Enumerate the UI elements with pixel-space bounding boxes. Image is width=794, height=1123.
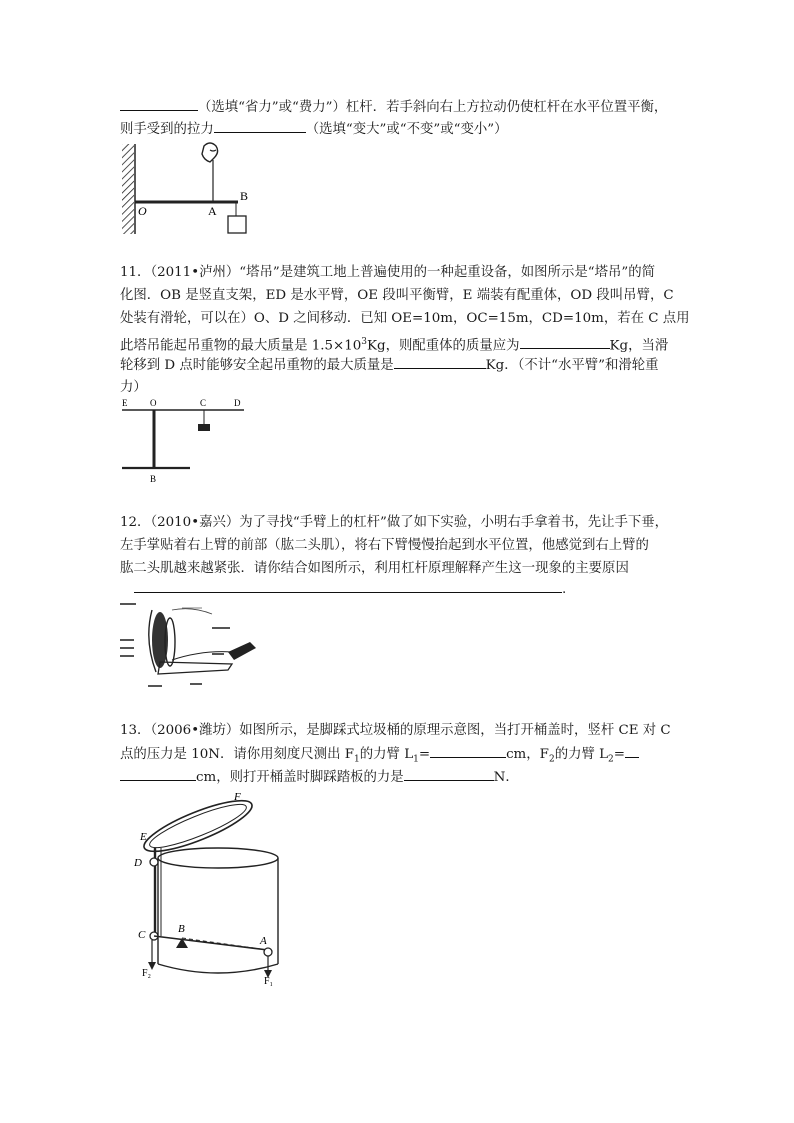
q11-line-2: 化图．OB 是竖直支架，ED 是水平臂，OE 段叫平衡臂，E 端装有配重体，OD 段叫吊臂，C	[120, 288, 674, 303]
pedal-lever	[154, 936, 268, 950]
q11-line-1: 11．（2011•泸州）“塔吊”是建筑工地上普遍使用的一种起重设备，如图所示是“塔吊”的简	[120, 265, 655, 280]
label-o: O	[150, 398, 157, 408]
q12-line-1: 12．（2010•嘉兴）为了寻找“手臂上的杠杆”做了如下实验，小明右手拿着书，先让手下垂，	[120, 515, 669, 530]
label-c: C	[138, 929, 146, 941]
q12-line-3: 肱二头肌越来越紧张．请你结合如图所示，利用杠杆原理解释产生这一现象的主要原因	[120, 561, 629, 576]
bin-rim	[158, 848, 278, 868]
bin-bottom	[158, 964, 278, 973]
q11-line-4: 此塔吊能起吊重物的最大质量是 $1.5\times 10^3Kg$，则配重体的质量应为 Kg，当滑	[120, 331, 668, 357]
weight-box	[228, 216, 246, 233]
radius-bone	[172, 652, 232, 660]
q10-blank-force-change[interactable]	[214, 118, 306, 133]
label-a: A	[208, 204, 217, 218]
label-d: D	[134, 857, 142, 869]
label-f: F	[234, 791, 241, 803]
label-e: E	[122, 398, 128, 408]
q12-answer-line: .	[134, 578, 566, 601]
book-icon	[228, 642, 256, 660]
q13-blank-pedal-force[interactable]	[404, 766, 494, 781]
pedal-a	[264, 948, 272, 956]
arm-lever-figure	[112, 600, 262, 692]
q12-blank-reason[interactable]	[134, 578, 562, 593]
q10-line-2: 则手受到的拉力 （选填“变大”或“不变”或“变小”）	[120, 118, 508, 141]
q13-blank-l2[interactable]	[120, 766, 196, 781]
bin-lid-inner	[146, 797, 250, 855]
q12-line-2: 左手掌贴着右上臂的前部（肱二头肌），将右下臂慢慢抬起到水平位置，他感觉到右上臂的	[120, 538, 649, 553]
tower-crane-figure	[118, 394, 248, 486]
hand-icon	[202, 143, 218, 162]
q11-line-5: 轮移到 D 点时能够安全起吊重物的最大质量是 Kg．（不计“水平臂”和滑轮重	[120, 354, 659, 377]
label-c: C	[200, 398, 207, 408]
label-b: B	[150, 474, 157, 484]
pivot-d	[150, 858, 158, 866]
label-f2: F₂	[142, 968, 152, 979]
forearm	[158, 662, 232, 674]
q13-blank-l1[interactable]	[430, 743, 506, 758]
label-d: D	[234, 398, 241, 408]
q11-blank-max-mass[interactable]	[394, 354, 486, 369]
q13-blank-l2-start[interactable]	[625, 743, 639, 758]
q13-line-2: 点的压力是 10N．请你用刻度尺测出 $F_1$的力臂 $L_1=$ cm，$F_2$的力臂 $L_2=$	[120, 743, 639, 771]
q10-blank-lever-type[interactable]	[120, 96, 198, 111]
lever-arm-dashed	[182, 938, 268, 950]
label-o: O	[138, 204, 147, 218]
trash-can-figure	[118, 786, 298, 986]
q13-line-1: 13．（2006•潍坊）如图所示，是脚踩式垃圾桶的原理示意图，当打开桶盖时，竖杆 CE 对 C	[120, 723, 671, 738]
label-a: A	[260, 935, 267, 947]
q11-line-6: 力）	[120, 380, 147, 395]
q11-line-3: 处装有滑轮，可以在）O、D 之间移动．已知 OE=10m，OC=15m，CD=10m，若在 C 点用	[120, 311, 690, 326]
wall-hatch	[122, 144, 134, 234]
label-e: E	[140, 831, 147, 843]
label-b: B	[240, 189, 249, 203]
q10-line-1: （选填“省力”或“费力”）杠杆．若手斜向右上方拉动仍使杠杆在水平位置平衡，	[120, 96, 667, 119]
label-b: B	[178, 923, 185, 935]
lever-wall-figure	[118, 140, 258, 240]
q11-blank-counterweight[interactable]	[520, 334, 610, 349]
label-f1: F₁	[264, 976, 274, 986]
load-block	[198, 424, 210, 431]
q13-line-3: cm，则打开桶盖时脚踩踏板的力是 N．	[120, 766, 519, 789]
